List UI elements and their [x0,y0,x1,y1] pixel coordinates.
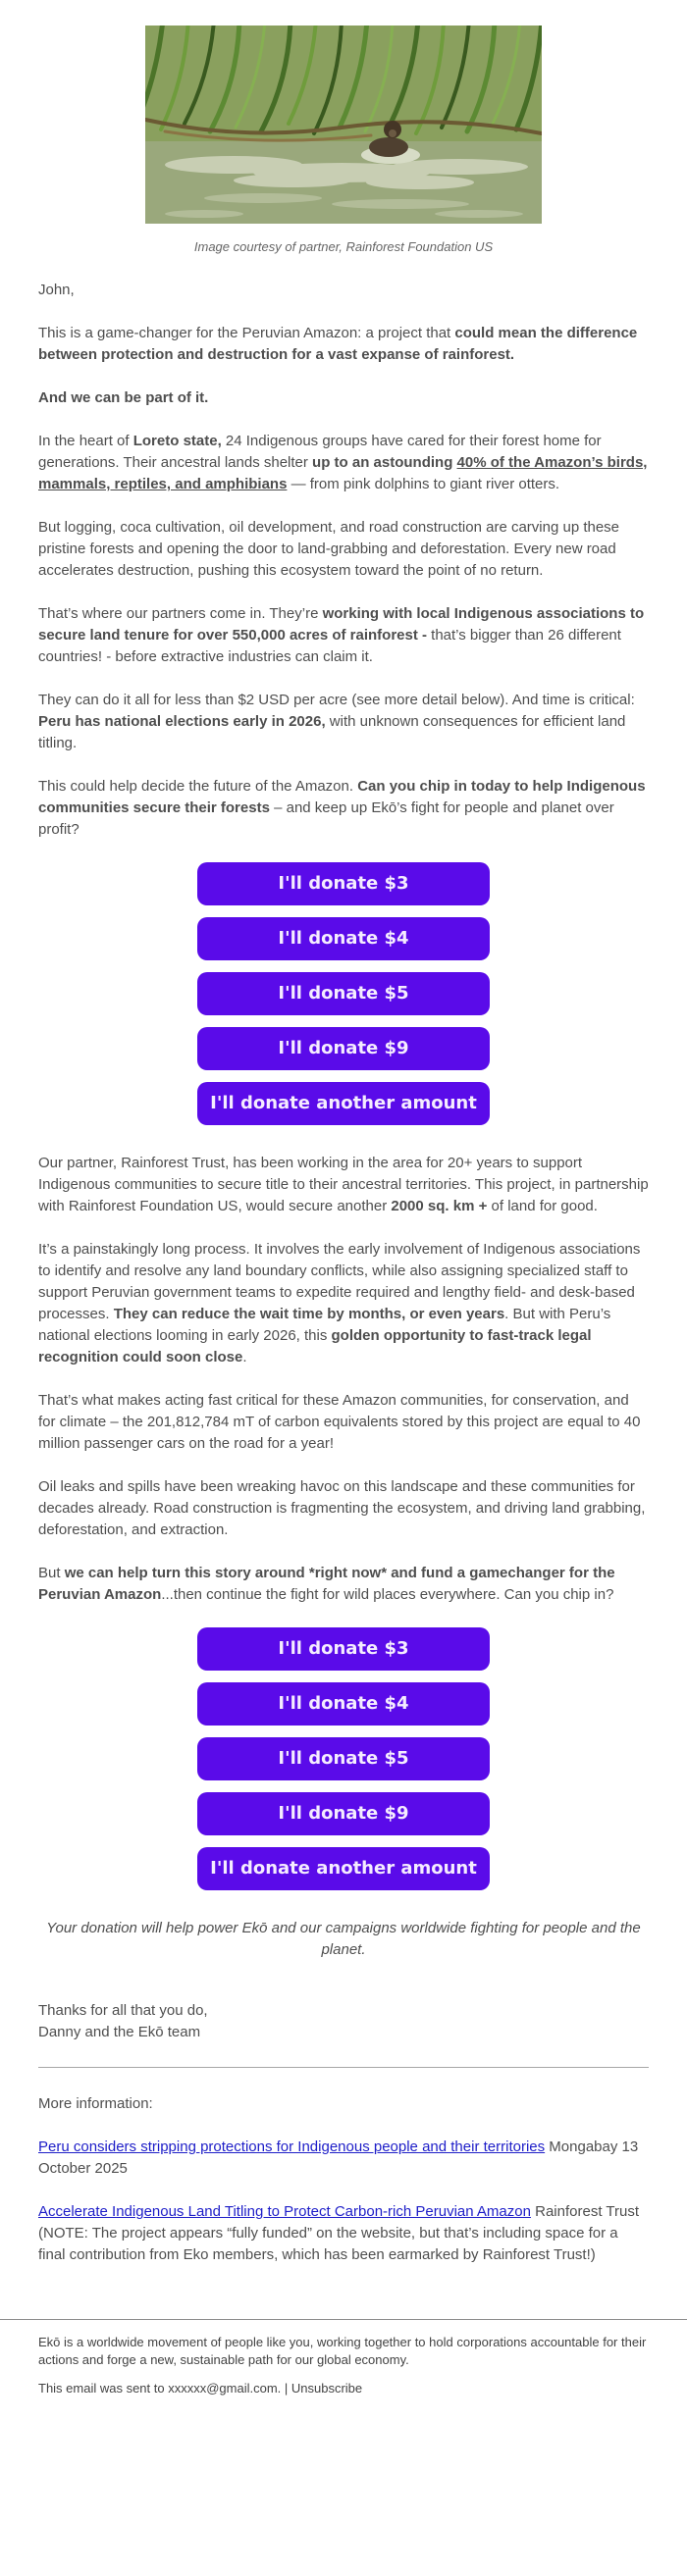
otter-river-illustration [145,26,542,224]
donate-4-button-bottom[interactable]: I'll donate $4 [197,1682,490,1726]
text-segment: This is a game-changer for the Peruvian Amazon: a project that [38,325,455,341]
text-segment: of land for good. [487,1198,598,1214]
text-segment: that’s bigger than 26 different countries! - before extractive industries can claim it. [38,627,621,665]
email-body [0,26,687,2466]
greeting: John, [38,282,75,298]
body-paragraph-1 [38,323,649,366]
signature [38,2000,649,2043]
info-link-row-1 [38,2137,649,2180]
text-segment: — from pink dolphins to giant river otters. [287,476,560,492]
text-segment: . [242,1349,247,1365]
donate-other-button-bottom[interactable]: I'll donate another amount [197,1847,490,1890]
signature-line-2: Danny and the Ekō team [38,2024,201,2040]
donate-4-button-top[interactable]: I'll donate $4 [197,917,490,960]
footer-about: Ekō is a worldwide movement of people like you, working together to hold corporations accountable for their actions and forge a new, sustainable path for our global economy. [38,2335,647,2367]
text-segment: But [38,1565,65,1581]
body-paragraph-6 [38,690,649,754]
text-segment: – and keep up Ekō’s fight for people and planet over profit? [38,799,614,838]
bold-segment: working with local Indigenous associations to secure land tenure for over 550,000 acres of rainforest - [38,605,645,644]
info-link-row-2 [38,2201,649,2266]
text-segment: Our partner, Rainforest Trust, has been working in the area for 20+ years to support Indigenous communities to secure title to their ancestral territories. This project, in partnership with Rainforest Foundation US, would secure another [38,1155,649,1214]
mongabay-article-link[interactable]: Peru considers stripping protections for Indigenous people and their territories [38,2138,546,2155]
text-segment: . But with Peru’s national elections looming in early 2026, this [38,1306,611,1344]
text-segment: This could help decide the future of the Amazon. [38,778,358,795]
donate-5-button-top[interactable]: I'll donate $5 [197,972,490,1015]
body-paragraph-11 [38,1476,649,1541]
bold-segment: we can help turn this story around *right now* and fund a gamechanger for the Peruvian Amazon [38,1565,615,1603]
body-paragraph-10 [38,1390,649,1455]
more-info-links [38,2137,649,2266]
body-paragraph-12 [38,1563,649,1606]
unsubscribe-link[interactable]: Unsubscribe [291,2381,363,2396]
more-info-heading: More information: [38,2095,153,2112]
text-segment: That’s what makes acting fast critical for these Amazon communities, for conservation, and for climate – the 201,812,784 mT of carbon equivalents stored by this project are equal to 40 million passenger cars on the road for a year! [38,1392,641,1452]
donate-9-button-bottom[interactable]: I'll donate $9 [197,1792,490,1835]
bold-segment: up to an astounding [312,454,457,471]
forty-percent-species-link[interactable]: 40% of the Amazon’s birds, mammals, reptiles, and amphibians [38,454,648,492]
donate-9-button-top[interactable]: I'll donate $9 [197,1027,490,1070]
text-segment: 24 Indigenous groups have cared for their forest home for generations. Their ancestral lands shelter [38,433,602,471]
text-segment: They can do it all for less than $2 USD per acre (see more detail below). And time is critical: [38,692,635,708]
bold-segment: They can reduce the wait time by months, or even years [113,1306,505,1322]
donate-5-button-bottom[interactable]: I'll donate $5 [197,1737,490,1780]
text-segment: Oil leaks and spills have been wreaking havoc on this landscape and these communities for decades already. Road construction is fragmenting the ecosystem, and driving land grabbing, deforestation, and extraction. [38,1478,646,1538]
body-paragraph-5 [38,603,649,668]
text-segment: with unknown consequences for efficient land titling. [38,713,626,751]
signature-line-1: Thanks for all that you do, [38,2002,208,2019]
text-segment: It’s a painstakingly long process. It involves the early involvement of Indigenous associations to identify and resolve any land boundary conflicts, while also assigning specialized staff to support Peruvian government teams to expedite required and lengthy field- and desk-based processes. [38,1241,641,1322]
text-segment: That’s where our partners come in. They’re [38,605,323,622]
signature-divider [38,2067,649,2068]
text-segment: In the heart of [38,433,133,449]
body-paragraph-2 [38,387,649,409]
bold-segment: golden opportunity to fast-track legal recognition could soon close [38,1327,592,1365]
donate-other-button-top[interactable]: I'll donate another amount [197,1082,490,1125]
bold-segment: And we can be part of it. [38,389,209,406]
bold-segment: 2000 sq. km + [391,1198,488,1214]
donate-buttons-bottom [38,1627,649,1890]
email-footer [0,2320,687,2466]
bold-segment: Can you chip in today to help Indigenous communities secure their forests [38,778,646,816]
footer-sent-line [38,2380,649,2397]
link-source-text: Mongabay 13 October 2025 [38,2138,639,2177]
rainforest-trust-project-link[interactable]: Accelerate Indigenous Land Titling to Protect Carbon-rich Peruvian Amazon [38,2203,531,2220]
donate-3-button-top[interactable]: I'll donate $3 [197,862,490,905]
bold-segment: Peru has national elections early in 2026, [38,713,326,730]
link-source-text: Rainforest Trust (NOTE: The project appears “fully funded” on the website, but that’s including space for a final contribution from Eko members, which has been earmarked by Rainforest Trust!) [38,2203,639,2263]
body-paragraph-4 [38,517,649,582]
donation-note: Your donation will help power Ekō and our campaigns worldwide fighting for people and the planet. [46,1920,641,1958]
body-paragraph-9 [38,1239,649,1368]
body-paragraph-7 [38,776,649,841]
text-segment: But logging, coca cultivation, oil development, and road construction are carving up these pristine forests and opening the door to land-grabbing and deforestation. Every new road accelerates destruction, pushing this ecosystem toward the point of no return. [38,519,620,579]
hero-photo [145,26,542,224]
body-paragraph-3 [38,431,649,495]
body-paragraph-8 [38,1153,649,1217]
donate-buttons-top [38,862,649,1125]
email-content [0,280,687,2266]
sent-to-text: This email was sent to xxxxxx@gmail.com. | [38,2381,291,2396]
text-segment: ...then continue the fight for wild places everywhere. Can you chip in? [161,1586,614,1603]
hero-caption: Image courtesy of partner, Rainforest Foundation US [193,239,494,254]
bold-segment: could mean the difference between protection and destruction for a vast expanse of rainforest. [38,325,638,363]
donate-3-button-bottom[interactable]: I'll donate $3 [197,1627,490,1671]
bold-segment: Loreto state, [132,433,222,449]
